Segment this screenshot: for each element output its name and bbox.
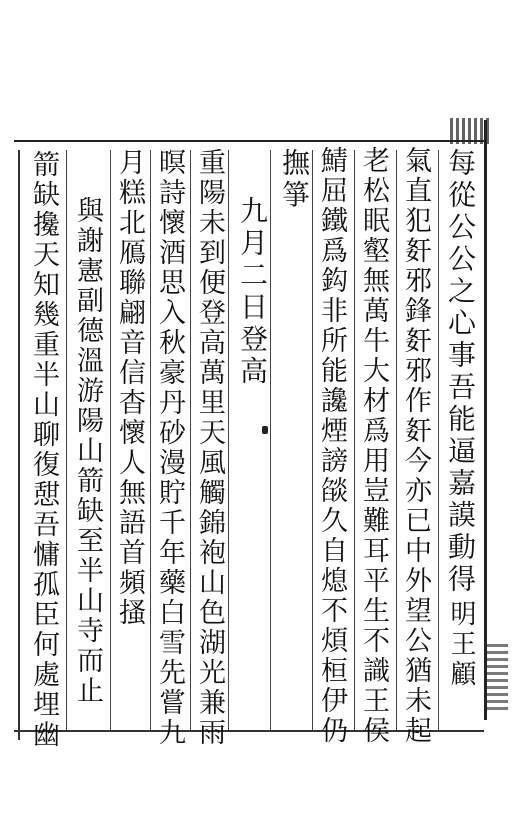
- text-column-8: 暝詩懷酒思入秋豪丹砂漫貯千年藥白雪先嘗九: [154, 148, 185, 748]
- poem-title-1: 九月二日登高: [236, 196, 269, 388]
- column-divider: [150, 150, 151, 730]
- text-column-5: 撫箏: [278, 148, 311, 212]
- frame-top-border: [14, 140, 484, 142]
- punctuation-mark: [262, 426, 268, 434]
- column-divider: [110, 150, 111, 730]
- column-divider: [228, 150, 229, 730]
- column-divider: [396, 150, 397, 730]
- text-column-9: 月糕北鴈聯翩音信杳懷人無語首頻搔: [114, 148, 145, 628]
- column-divider: [66, 150, 67, 730]
- frame-right-border: [484, 120, 487, 720]
- text-column-4: 鯖屈鐵爲鈎非所能讒煙謗燄久自熄不煩桓伊仍: [316, 146, 347, 746]
- text-column-11: 箭缺攙天知幾重半山聊復憇吾慵孤臣何處埋幽: [28, 150, 59, 750]
- text-column-7: 重陽未到便登高萬里天風觸錦袍山色湖光兼雨: [194, 148, 225, 748]
- text-column-3: 老松眠壑無萬牛大材爲用豈難耳平生不識王侯: [358, 146, 389, 746]
- author-note: 明王顧: [446, 600, 476, 690]
- text-column-1: 每從公公之心事吾能逼嘉謨動得: [444, 148, 477, 596]
- column-divider: [270, 150, 271, 730]
- frame-left-border: [18, 150, 20, 740]
- text-column-2: 氣直犯姧邪鋒姧邪作姧今亦已中外望公猶未起: [400, 146, 431, 746]
- poem-title-2: 與謝憲副德溫游陽山箭缺至半山寺而止: [72, 196, 103, 706]
- column-divider: [438, 150, 439, 730]
- column-divider: [354, 150, 355, 730]
- column-divider: [190, 150, 191, 730]
- page-edge-fragment: [486, 640, 508, 710]
- column-divider: [312, 150, 313, 730]
